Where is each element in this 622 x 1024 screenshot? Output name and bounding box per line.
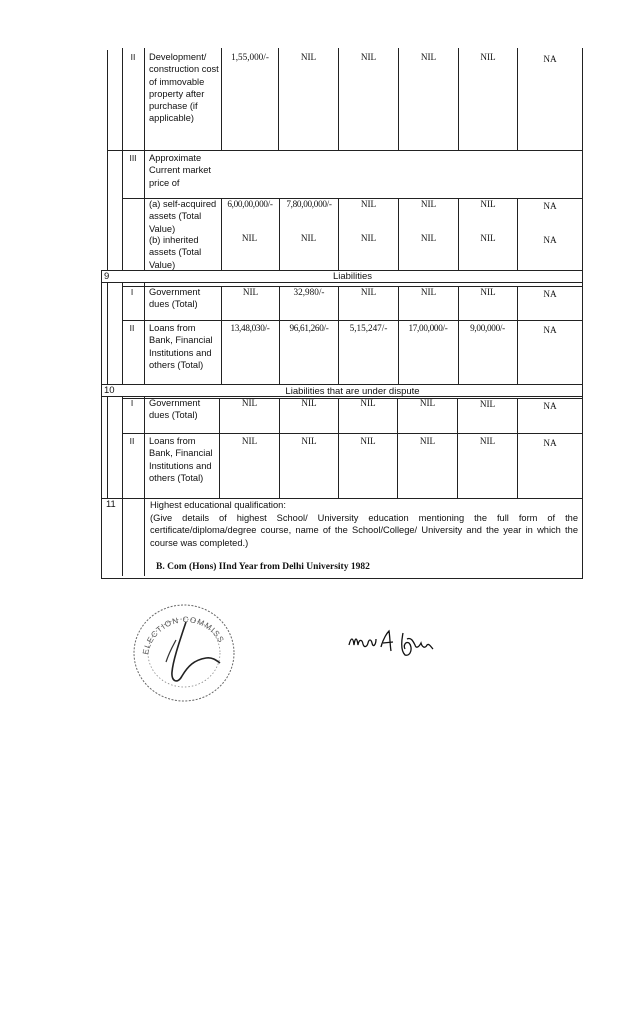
section-heading: Liabilities that are under dispute — [285, 386, 420, 397]
value-cell: NA — [543, 438, 557, 448]
row-label: (a) self-acquired assets (Total Value) — [149, 199, 217, 234]
row-label: Government dues (Total) — [149, 398, 201, 421]
value-cell: 5,15,247/- — [349, 323, 388, 333]
section-number: 11 — [106, 499, 116, 509]
value-cell: NIL — [300, 233, 317, 243]
value-cell: NIL — [360, 52, 377, 62]
value-cell: 6,00,00,000/- — [227, 199, 273, 209]
value-cell: NIL — [420, 233, 437, 243]
value-cell: NIL — [419, 436, 436, 446]
value-cell: NA — [543, 235, 557, 245]
value-cell: NIL — [420, 199, 437, 209]
row-label: (b) inherited assets (Total Value) — [149, 235, 202, 270]
value-cell: 7,80,00,000/- — [286, 199, 332, 209]
value-cell: NA — [543, 54, 557, 64]
row-roman: II — [129, 323, 135, 333]
value-cell: 96,61,260/- — [289, 323, 329, 333]
value-cell: NIL — [480, 233, 496, 243]
svg-text:ELECTION COMMISSION — [128, 600, 226, 655]
stamp-text: ELECTION COMMISS — [141, 615, 227, 656]
row-label: Development/ construction cost of immovable property after purchase (if applicable) — [149, 52, 219, 124]
value-cell: NIL — [420, 52, 437, 62]
row-label: Loans from Bank, Financial Institutions and others (Total) — [149, 436, 213, 483]
value-cell: NIL — [241, 233, 258, 243]
value-cell: NIL — [241, 436, 258, 446]
value-cell: 9,00,000/- — [470, 323, 505, 333]
value-cell: NIL — [241, 398, 258, 408]
section-number: 9 — [104, 271, 110, 282]
row-roman: III — [129, 153, 137, 163]
signature — [345, 625, 445, 665]
row-label: Approximate Current market price of — [149, 153, 211, 188]
value-cell: 1,55,000/- — [231, 52, 269, 62]
value-cell: NIL — [360, 199, 377, 209]
row-label: Loans from Bank, Financial Institutions and others (Total) — [149, 323, 213, 370]
value-cell: NIL — [360, 233, 377, 243]
value-cell: NIL — [301, 436, 317, 446]
section-number: 10 — [104, 385, 115, 396]
value-cell: NIL — [480, 199, 496, 209]
value-cell: NA — [543, 401, 557, 411]
row-roman: II — [129, 436, 135, 446]
value-cell: NIL — [360, 398, 376, 408]
value-cell: NIL — [420, 287, 437, 297]
value-cell: NIL — [480, 52, 496, 62]
value-cell: NA — [543, 289, 557, 299]
value-cell: NIL — [300, 52, 317, 62]
value-cell: NIL — [419, 398, 436, 408]
value-cell: 17,00,000/- — [408, 323, 448, 333]
row-roman: II — [130, 52, 136, 62]
value-cell: NIL — [479, 399, 496, 409]
value-cell: NIL — [242, 287, 259, 297]
value-cell: NIL — [479, 436, 496, 446]
value-cell: NA — [543, 325, 557, 335]
value-cell: NIL — [301, 398, 317, 408]
row-label: Government dues (Total) — [149, 287, 201, 310]
value-cell: 13,48,030/- — [230, 323, 270, 333]
official-stamp — [128, 600, 240, 706]
education-heading: Highest educational qualification: — [150, 500, 286, 510]
value-cell: 32,980/- — [293, 287, 325, 297]
education-answer: B. Com (Hons) IInd Year from Delhi University 1982 — [156, 562, 370, 572]
education-instruction: (Give details of highest School/ University education mentioning the full form of the certificate/diploma/degree course, name of the School/College/ University and the year in which the course was completed.) — [150, 513, 578, 548]
value-cell: NA — [543, 201, 557, 211]
section-heading: Liabilities — [332, 271, 373, 282]
row-roman: I — [130, 287, 134, 297]
value-cell: NIL — [360, 287, 377, 297]
value-cell: NIL — [360, 436, 376, 446]
row-roman: I — [130, 398, 134, 408]
value-cell: NIL — [480, 287, 496, 297]
